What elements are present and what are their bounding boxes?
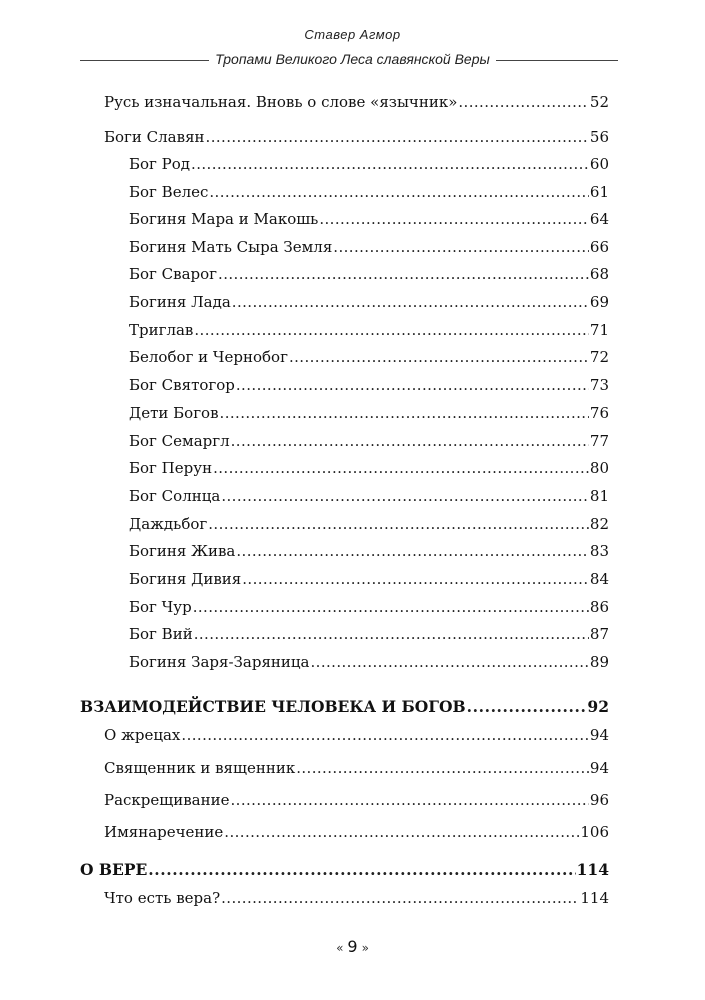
toc-leader-dots [209,182,589,202]
toc-entry-title: Богиня Мать Сыра Земля [129,238,333,256]
toc-entry[interactable] [129,347,609,367]
toc-entry-page: 82 [589,515,609,533]
toc-entry-page: 84 [589,570,609,588]
toc-entry-title: ВЗАИМОДЕЙСТВИЕ ЧЕЛОВЕКА И БОГОВ [80,697,466,716]
toc-entry-title: Богиня Жива [129,542,236,560]
toc-entry-page: 89 [589,653,609,671]
toc-entry-page: 56 [589,128,609,146]
toc-entry-page: 68 [589,265,609,283]
toc-entry-page: 96 [589,791,609,809]
toc-leader-dots [221,486,589,506]
toc-entry-page: 52 [589,93,609,111]
toc-leader-dots [221,888,579,908]
toc-entry-title: Что есть вера? [104,889,221,907]
toc-leader-dots [194,624,589,644]
toc-chapter-entry[interactable] [80,860,609,880]
toc-entry-page: 94 [589,759,609,777]
toc-entry[interactable] [129,431,609,451]
toc-entry[interactable] [129,182,609,202]
toc-entry[interactable] [129,541,609,561]
toc-entry-page: 86 [589,598,609,616]
toc-entry-page: 76 [589,404,609,422]
toc-entry-title: Бог Чур [129,598,192,616]
toc-entry[interactable] [129,237,609,257]
toc-entry-page: 92 [587,697,609,716]
toc-entry-page: 114 [576,860,609,879]
toc-entry[interactable] [129,264,609,284]
toc-entry-page: 83 [589,542,609,560]
toc-leader-dots [194,320,589,340]
page-number: 9 [347,937,358,956]
toc-entry-page: 77 [589,432,609,450]
toc-entry-title: Бог Семаргл [129,432,230,450]
toc-entry-title: Богиня Мара и Макошь [129,210,319,228]
toc-entry-page: 72 [589,348,609,366]
toc-leader-dots [296,758,589,778]
toc-entry-title: О жрецах [104,726,181,744]
toc-entry[interactable] [129,375,609,395]
toc-entry[interactable] [104,822,609,842]
toc-entry-title: Бог Сварог [129,265,218,283]
toc-leader-dots [218,264,589,284]
toc-entry-page: 71 [589,321,609,339]
toc-entry-page: 81 [589,487,609,505]
toc-entry-title: Имянаречение [104,823,224,841]
header-author: Ставер Агмор [304,27,401,42]
toc-entry-title: Триглав [129,321,194,339]
toc-leader-dots [319,209,589,229]
toc-entry[interactable] [104,92,609,112]
toc-leader-dots [148,860,575,880]
toc-leader-dots [231,790,589,810]
toc-entry-title: Богиня Дивия [129,570,242,588]
toc-entry-title: Русь изначальная. Вновь о слове «язычник» [104,93,458,111]
toc-entry-page: 66 [589,238,609,256]
toc-entry-page: 87 [589,625,609,643]
toc-leader-dots [181,725,589,745]
toc-entry[interactable] [129,458,609,478]
header-book-title-text: Тропами Великого Леса славянской Веры [209,51,496,67]
toc-leader-dots [220,403,589,423]
toc-entry-page: 60 [589,155,609,173]
toc-leader-dots [191,154,589,174]
toc-leader-dots [311,652,589,672]
toc-leader-dots [458,92,589,112]
toc-leader-dots [208,514,589,534]
toc-entry[interactable] [129,154,609,174]
toc-leader-dots [467,697,587,717]
toc-leader-dots [236,541,589,561]
toc-entry-title: Даждьбог [129,515,208,533]
toc-entry[interactable] [129,652,609,672]
toc-entry-title: Дети Богов [129,404,219,422]
toc-entry-page: 114 [580,889,609,907]
toc-leader-dots [231,431,589,451]
toc-entry[interactable] [104,888,609,908]
toc-leader-dots [232,292,589,312]
toc-entry-title: Бог Род [129,155,191,173]
toc-entry-title: Боги Славян [104,128,205,146]
toc-entry[interactable] [129,292,609,312]
toc-entry-title: Бог Вий [129,625,193,643]
toc-leader-dots [213,458,589,478]
toc-chapter-entry[interactable] [80,697,609,717]
toc-entry-title: Богиня Лада [129,293,231,311]
toc-entry-page: 106 [580,823,609,841]
toc-leader-dots [206,127,589,147]
toc-entry-page: 69 [589,293,609,311]
toc-entry-title: Раскрещивание [104,791,230,809]
toc-leader-dots [333,237,589,257]
toc-entry[interactable] [129,624,609,644]
toc-leader-dots [193,597,589,617]
toc-entry-title: Богиня Заря-Заряница [129,653,310,671]
toc-entry[interactable] [129,403,609,423]
toc-entry-title: Белобог и Чернобог [129,348,288,366]
toc-entry-page: 61 [589,183,609,201]
toc-entry[interactable] [104,725,609,745]
toc-entry[interactable] [129,320,609,340]
toc-entry-title: Бог Велес [129,183,209,201]
toc-entry[interactable] [129,514,609,534]
toc-entry[interactable] [129,209,609,229]
toc-entry-page: 64 [589,210,609,228]
toc-entry-title: Священник и вященник [104,759,296,777]
ornament-left: « [336,941,344,955]
toc-entry[interactable] [129,486,609,506]
toc-entry-title: Бог Святогор [129,376,235,394]
toc-entry-page: 94 [589,726,609,744]
toc-entry-page: 80 [589,459,609,477]
page-footer [0,937,705,956]
toc-entry[interactable] [129,597,609,617]
toc-leader-dots [224,822,579,842]
toc-leader-dots [242,569,589,589]
toc-entry[interactable] [104,790,609,810]
ornament-right: » [361,941,369,955]
toc-entry-page: 73 [589,376,609,394]
toc-entry[interactable] [104,127,609,147]
toc-entry-title: Бог Перун [129,459,213,477]
toc-leader-dots [289,347,589,367]
toc-entry-title: О ВЕРЕ [80,860,148,879]
toc-entry[interactable] [129,569,609,589]
toc-entry-title: Бог Солнца [129,487,221,505]
toc-entry[interactable] [104,758,609,778]
toc-leader-dots [236,375,589,395]
